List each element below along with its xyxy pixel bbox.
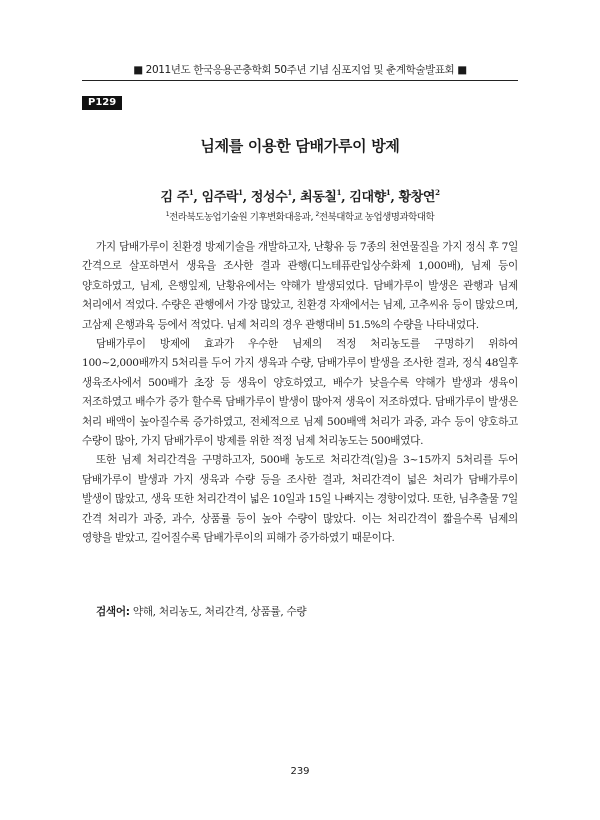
author-affil-mark: 1 — [385, 188, 391, 197]
paper-title: 님제를 이용한 담배가루이 방제 — [200, 137, 400, 155]
author-affil-mark: 1 — [336, 188, 342, 197]
author-affil-mark: 1 — [287, 188, 292, 197]
affiliation: 전북대학교 농업생명과학대학 — [318, 212, 435, 223]
abstract-body — [82, 238, 518, 549]
poster-id-badge: P129 — [82, 96, 122, 110]
author-name: 황창연 — [398, 190, 436, 205]
author-name: 임주락 — [201, 190, 239, 205]
header-rule — [82, 80, 518, 81]
abstract-paragraph: 가지 담배가루이 친환경 방제기술을 개발하고자, 난황유 등 7종의 천연물질을 가지 정식 후 7일 간격으로 살포하면서 생육을 조사한 결과 관행(디노테퓨란입상수화제 1,000배), 님제 등이 양호하였고, 님제, 은행잎제, 난황유에서는 약해가 발생되었다. 담배가루이 발생은 관행과 님제 처리에서 적었다. 수량은 관행에서 가장 많았고, 친환경 자재에서는 님제, 고추씨유 등이 많았으며, 고삼제 은행과육 등에서 적었다. 님제 처리의 경우 관행대비 51.5%의 수량을 나타내었다. — [82, 241, 518, 331]
keywords-line — [82, 604, 518, 619]
author-name: 정성수 — [250, 190, 288, 205]
author-name: 김 주 — [160, 190, 189, 205]
affil-mark: 1 — [165, 211, 170, 218]
author-name: 김대향 — [349, 190, 386, 205]
affiliation: 전라북도농업기술원 기후변화대응과, — [169, 212, 316, 223]
page-number: 239 — [290, 766, 310, 777]
author-affil-mark: 2 — [435, 188, 440, 197]
author-name: 최동칠 — [300, 190, 337, 205]
author-separator: , — [390, 190, 399, 205]
author-affil-mark: 1 — [238, 188, 243, 197]
keywords-label: 검색어: — [96, 606, 130, 618]
author-separator: , — [341, 190, 350, 205]
running-header: ■ 2011년도 한국응용곤충학회 50주년 기념 심포지엄 및 춘계학술발표회 ■ — [133, 64, 467, 76]
author-separator: , — [242, 190, 251, 205]
author-affil-mark: 1 — [188, 188, 194, 197]
abstract-paragraph: 또한 님제 처리간격을 구명하고자, 500배 농도로 처리간격(일)을 3~15까지 5처리를 두어 담배가루이 발생과 가지 생육과 수량 등을 조사한 결과, 처리간격이 넓은 처리가 담배가루이 발생이 많았고, 생육 또한 처리간격이 넓은 10일과 15일 나빠지는 경향이었다. 또한, 님추출물 7일 간격 처리가 과중, 과수, 상품률 등이 높아 수량이 많았다. 이는 처리간격이 짧을수록 님제의 영향을 받았고, 길어질수록 담배가루이의 피해가 증가하였기 때문이다. — [82, 454, 518, 545]
affiliation-line — [82, 209, 518, 223]
author-separator: , — [193, 190, 202, 205]
affil-mark: 2 — [315, 211, 319, 218]
author-separator: , — [291, 190, 301, 205]
author-list — [82, 186, 518, 205]
keywords-text: 약해, 처리농도, 처리간격, 상품률, 수량 — [129, 606, 307, 618]
abstract-paragraph: 담배가루이 방제에 효과가 우수한 님제의 적정 처리농도를 구명하기 위하여 100~2,000배까지 5처리를 두어 가지 생육과 수량, 담배가루이 발생을 조사한 결과, 정식 48일후 생육조사에서 500배가 초장 등 생육이 양호하였고, 배수가 낮을수록 약해가 발생과 생육이 저조하였고 배수가 증가 할수록 담배가루이 발생이 많아져 생육이 저조하였다. 담배가루이 발생은 처리 배액이 높아질수록 증가하였고, 전체적으로 님제 500배액 처리가 과중, 과수 등이 양호하고 수량이 많아, 가지 담배가루이 방제를 위한 적정 님제 처리농도는 500배였다. — [82, 338, 518, 448]
